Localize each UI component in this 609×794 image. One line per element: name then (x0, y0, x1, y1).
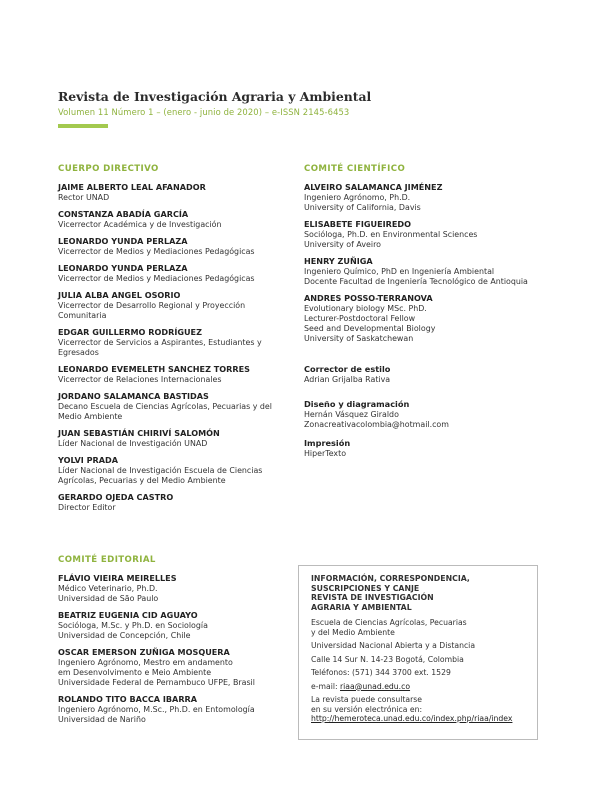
member-role: Decano Escuela de Ciencias Agrícolas, Pecuarias y del Medio Ambiente (58, 402, 272, 421)
member-entry (58, 694, 298, 725)
diseno-label: Diseño y diagramación (304, 399, 410, 409)
info-url-line (311, 714, 527, 724)
member-entry (304, 256, 549, 287)
cuerpo-directivo-section (58, 164, 298, 519)
member-entry (58, 236, 298, 257)
member-entry (58, 428, 298, 449)
journal-subtitle: Volumen 11 Número 1 – (enero - junio de 2020) – e-ISSN 2145-6453 (58, 107, 350, 117)
impresion-block (304, 438, 549, 459)
member-name: JULIA ALBA ANGEL OSORIO (58, 290, 181, 300)
member-role: Ingeniero Agrónomo, M.Sc., Ph.D. en Entomología Universidad de Nariño (58, 705, 255, 724)
member-role: Ingeniero Agrónomo, Ph.D. University of California, Davis (304, 193, 421, 212)
member-role: Sociólogа, Ph.D. en Environmental Sciences University of Aveiro (304, 230, 478, 249)
info-address: Calle 14 Sur N. 14-23 Bogotá, Colombia (311, 654, 464, 664)
member-name: ANDRES POSSO-TERRANOVA (304, 293, 433, 303)
member-name: YOLVI PRADA (58, 455, 118, 465)
info-email-line (311, 682, 527, 692)
comite-cientifico-section (304, 164, 549, 465)
member-name: JUAN SEBASTIÁN CHIRIVÍ SALOMÓN (58, 428, 220, 438)
member-entry (58, 364, 298, 385)
corrector-name: Adrian Grijalba Rativa (304, 375, 391, 384)
info-phones: Teléfonos: (571) 344 3700 ext. 1529 (311, 668, 451, 677)
email-label: e-mail: (311, 681, 341, 691)
member-entry (58, 391, 298, 422)
member-name: JORDANO SALAMANCA BASTIDAS (58, 391, 209, 401)
comite-editorial-section (58, 555, 298, 731)
member-role: Vicerrector de Relaciones Internacionales (58, 375, 222, 384)
member-name: GERARDO OJEDA CASTRO (58, 492, 174, 502)
journal-title: Revista de Investigación Agraria y Ambiental (58, 89, 372, 104)
section-title: COMITÉ CIENTÍFICO (304, 164, 406, 174)
member-name: LEONARDO YUNDA PERLAZA (58, 263, 188, 273)
member-name: EDGAR GUILLERMO RODRÍGUEZ (58, 327, 202, 337)
diseno-lines: Hernán Vásquez Giraldo Zonacreativacolombia@hotmail.com (304, 410, 449, 429)
member-name: HENRY ZUÑIGA (304, 256, 373, 266)
member-name: FLÁVIO VIEIRA MEIRELLES (58, 573, 177, 583)
info-online-note: La revista puede consultarse en su versión electrónica en: (311, 695, 423, 714)
info-school: Escuela de Ciencias Agrícolas, Pecuarias y del Medio Ambiente (311, 618, 467, 637)
member-role: Evolutionary biology MSc. PhD. Lecturer-Postdoctoral Fellow Seed and Developmental Biology University of Saskatchewan (304, 304, 436, 343)
corrector-label: Corrector de estilo (304, 364, 391, 374)
member-entry (58, 455, 298, 486)
impresion-label: Impresión (304, 438, 351, 448)
member-role: Vicerrector Académica y de Investigación (58, 220, 222, 229)
member-entry (58, 610, 298, 641)
member-entry (58, 290, 298, 321)
member-role: Líder Nacional de Investigación Escuela de Ciencias Agrícolas, Pecuarias y del Medio Ambiente (58, 466, 263, 485)
journal-url-link[interactable]: http://hemeroteca.unad.edu.co/index.php/riaa/index (311, 714, 513, 723)
member-entry (304, 293, 549, 344)
member-name: JAIME ALBERTO LEAL AFANADOR (58, 182, 206, 192)
member-entry (58, 209, 298, 230)
member-entry (58, 573, 298, 604)
member-role: Director Editor (58, 503, 116, 512)
member-entry (304, 182, 549, 213)
green-accent-rule (58, 124, 108, 128)
member-name: BEATRIZ EUGENIA CID AGUAYO (58, 610, 198, 620)
member-entry (58, 647, 298, 688)
diseno-block (304, 399, 549, 430)
member-entry (304, 219, 549, 250)
member-name: OSCAR EMERSON ZUÑIGA MOSQUERA (58, 647, 230, 657)
member-role: Vicerrector de Desarrollo Regional y Proyección Comunitaria (58, 301, 246, 320)
section-title: COMITÉ EDITORIAL (58, 555, 156, 565)
info-university: Universidad Nacional Abierta y a Distancia (311, 641, 476, 650)
member-role: Vicerrector de Medios y Mediaciones Pedagógicas (58, 247, 255, 256)
member-entry (58, 492, 298, 513)
member-entry (58, 327, 298, 358)
member-role: Sociólogа, M.Sc. y Ph.D. en Sociología Universidad de Concepción, Chile (58, 621, 208, 640)
member-role: Vicerrector de Servicios a Aspirantes, Estudiantes y Egresados (58, 338, 262, 357)
contact-info-box (298, 565, 538, 740)
member-role: Rector UNAD (58, 193, 110, 202)
corrector-block (304, 364, 549, 385)
member-name: LEONARDO EVEMELETH SANCHEZ TORRES (58, 364, 250, 374)
member-name: CONSTANZA ABADÍA GARCÍA (58, 209, 189, 219)
member-name: ROLANDO TITO BACCA IBARRA (58, 694, 198, 704)
member-role: Vicerrector de Medios y Mediaciones Pedagógicas (58, 274, 255, 283)
impresion-name: HiperTexto (304, 449, 347, 458)
email-link[interactable]: riaa@unad.edu.co (340, 681, 411, 691)
member-entry (58, 263, 298, 284)
info-heading: INFORMACIÓN, CORRESPONDENCIA, SUSCRIPCIONES Y CANJE REVISTA DE INVESTIGACIÓN AGRARIA Y AMBIENTAL (311, 574, 470, 612)
member-name: ELISABETE FIGUEIREDO (304, 219, 412, 229)
member-name: ALVEIRO SALAMANCA JIMÉNEZ (304, 182, 443, 192)
member-role: Líder Nacional de Investigación UNAD (58, 439, 208, 448)
member-role: Ingeniero Agrónomo, Mestro em andamento em Desenvolvimento e Meio Ambiente Universidade Federal de Pernambuco UFPE, Brasil (58, 658, 255, 687)
member-role: Médico Veterinario, Ph.D. Universidad de São Paulo (58, 584, 159, 603)
member-name: LEONARDO YUNDA PERLAZA (58, 236, 188, 246)
section-title: CUERPO DIRECTIVO (58, 164, 159, 174)
member-role: Ingeniero Químico, PhD en Ingeniería Ambiental Docente Facultad de Ingeniería Tecnológico de Antioquia (304, 267, 528, 286)
member-entry (58, 182, 298, 203)
